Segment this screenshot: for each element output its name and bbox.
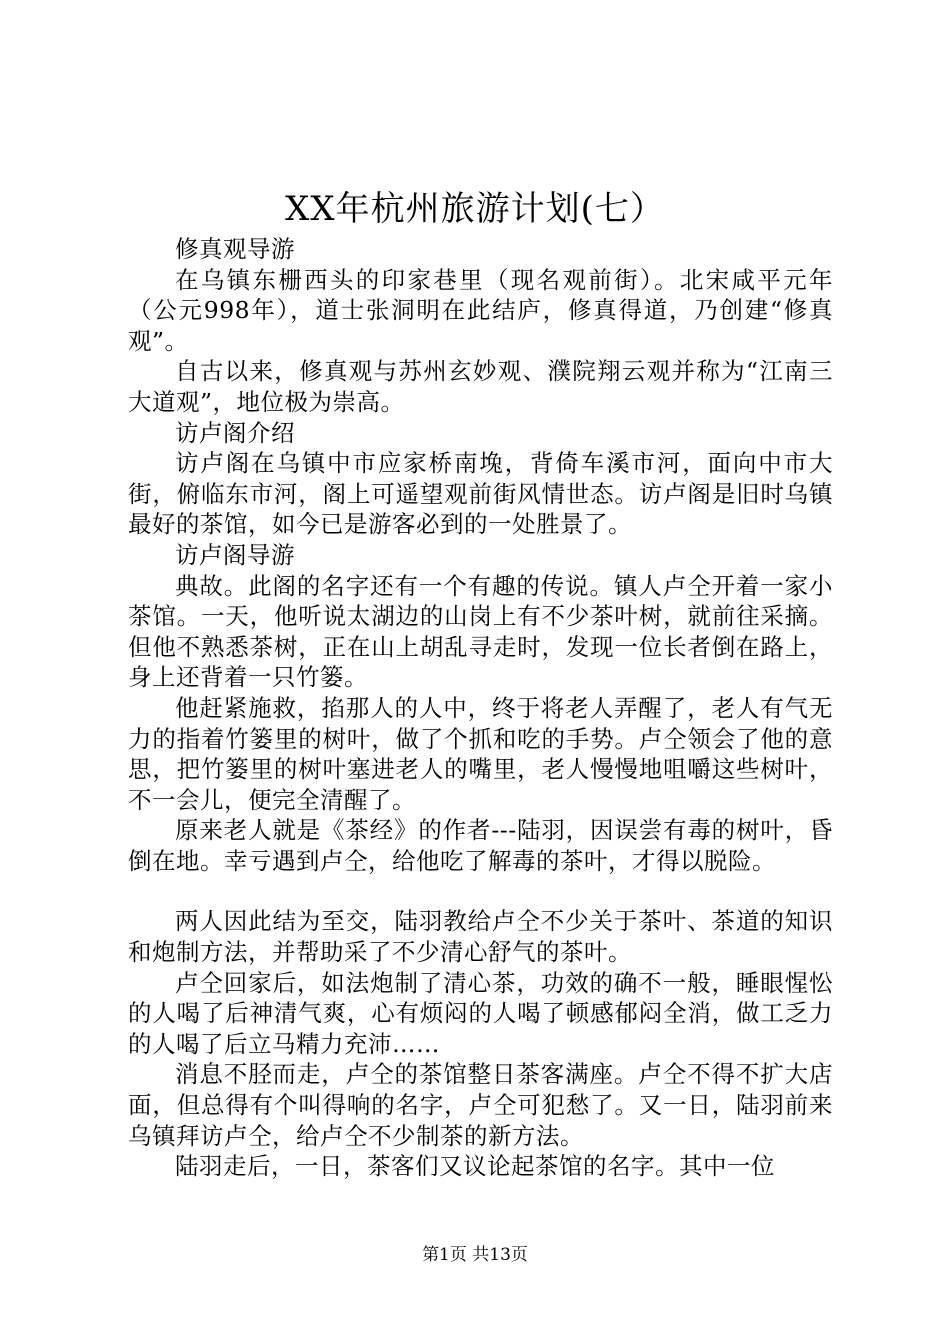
section-heading: 访卢阁介绍 — [175, 418, 295, 447]
paragraph: 典故。此阁的名字还有一个有趣的传说。镇人卢仝开着一家小茶馆。一天，他听说太湖边的山岗上有不少茶叶树，就前往采摘。但他不熟悉茶树，正在山上胡乱寻走时，发现一位长者倒在路上，身上还背着一只竹篓。 — [128, 571, 833, 692]
document-title: XX年杭州旅游计划(七） — [285, 189, 665, 229]
section-heading: 访卢阁导游 — [175, 540, 295, 569]
paragraph-gap — [128, 876, 833, 906]
paragraph: 在乌镇东栅西头的印家巷里（现名观前街）。北宋咸平元年（公元998年），道士张洞明在此结庐，修真得道，乃创建“修真观”。 — [128, 265, 833, 355]
paragraph: 陆羽走后，一日，茶客们又议论起茶馆的名字。其中一位 — [175, 1152, 775, 1181]
paragraph: 原来老人就是《茶经》的作者---陆羽，因误尝有毒的树叶，昏倒在地。幸亏遇到卢仝，给他吃了解毒的茶叶，才得以脱险。 — [128, 816, 833, 875]
paragraph: 卢仝回家后，如法炮制了清心茶，功效的确不一般，睡眼惺忪的人喝了后神清气爽，心有烦闷的人喝了顿感郁闷全消，做工乏力的人喝了后立马精力充沛…… — [128, 968, 833, 1058]
paragraph: 消息不胫而走，卢仝的茶馆整日茶客满座。卢仝不得不扩大店面，但总得有个叫得响的名字，卢仝可犯愁了。又一日，陆羽前来乌镇拜访卢仝，给卢仝不少制茶的新方法。 — [128, 1060, 833, 1150]
document-body — [128, 234, 833, 1182]
section-heading: 修真观导游 — [175, 235, 295, 263]
paragraph: 自古以来，修真观与苏州玄妙观、濮院翔云观并称为“江南三大道观”，地位极为崇高。 — [128, 357, 833, 416]
paragraph: 他赶紧施救，掐那人的人中，终于将老人弄醒了，老人有气无力的指着竹篓里的树叶，做了个抓和吃的手势。卢仝领会了他的意思，把竹篓里的树叶塞进老人的嘴里，老人慢慢地咀嚼这些树叶，不一会儿，便完全清醒了。 — [128, 693, 833, 814]
paragraph: 访卢阁在乌镇中市应家桥南堍，背倚车溪市河，面向中市大街，俯临东市河，阁上可遥望观前街风情世态。访卢阁是旧时乌镇最好的茶馆，如今已是游客必到的一处胜景了。 — [128, 449, 833, 539]
paragraph: 两人因此结为至交，陆羽教给卢仝不少关于茶叶、茶道的知识和炮制方法，并帮助采了不少清心舒气的茶叶。 — [128, 907, 833, 967]
page-footer: 第1页 共13页 — [422, 1245, 528, 1265]
